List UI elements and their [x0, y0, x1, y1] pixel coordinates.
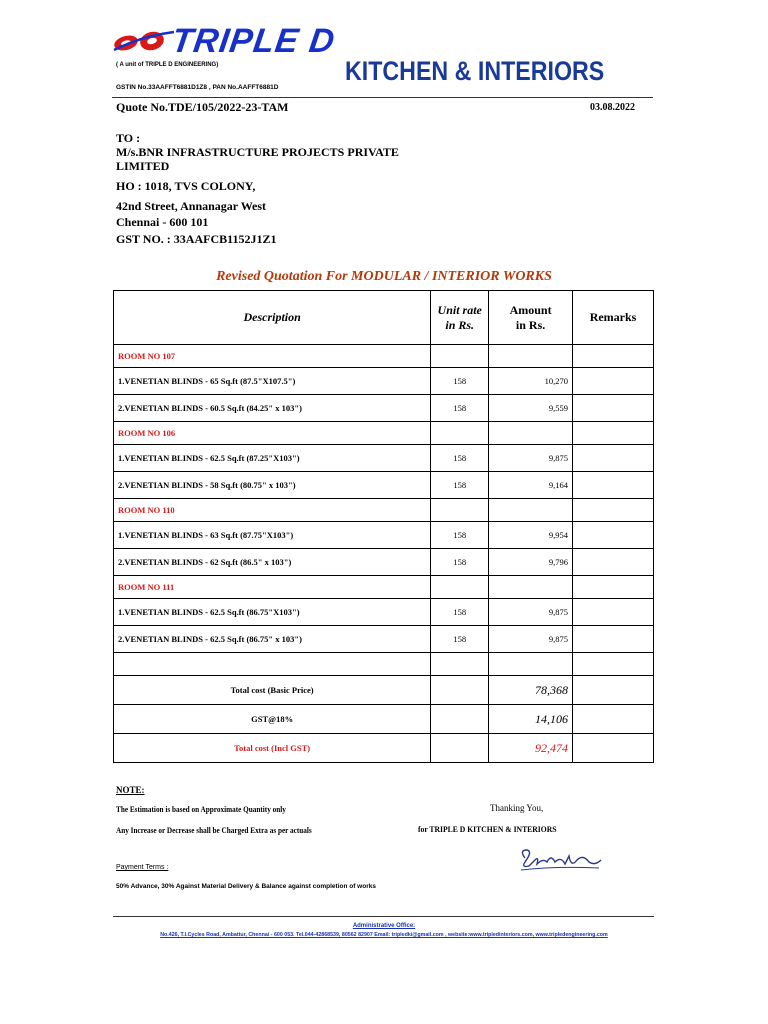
total-amount: 78,368	[489, 676, 573, 705]
total-label: GST@18%	[114, 705, 431, 734]
item-remarks	[573, 445, 654, 472]
item-remarks	[573, 626, 654, 653]
unit-note: ( A unit of TRIPLE D ENGINEERING)	[116, 62, 219, 68]
room-name: ROOM NO 107	[114, 345, 431, 368]
header-divider	[112, 97, 653, 98]
closing-thanks: Thanking You,	[490, 803, 544, 813]
header-unit-rate	[431, 291, 489, 345]
footer-divider	[113, 916, 654, 917]
empty-cell	[114, 653, 431, 676]
item-remarks	[573, 549, 654, 576]
empty-cell	[431, 653, 489, 676]
note-line-2: Any Increase or Decrease shall be Charged Extra as per actuals	[116, 825, 312, 835]
item-amount: 9,875	[489, 626, 573, 653]
table-header-row	[114, 291, 654, 345]
table-row	[114, 599, 654, 626]
item-description: 1.VENETIAN BLINDS - 63 Sq.ft (87.75"X103")	[114, 522, 431, 549]
header-amount-line-2: in Rs.	[515, 317, 546, 332]
item-description: 2.VENETIAN BLINDS - 60.5 Sq.ft (84.25" x 103")	[114, 395, 431, 422]
room-row	[114, 499, 654, 522]
item-amount: 9,559	[489, 395, 573, 422]
empty-cell	[431, 576, 489, 599]
signature	[515, 846, 605, 876]
empty-cell	[489, 653, 573, 676]
quotation-title: Revised Quotation For MODULAR / INTERIOR WORKS	[216, 269, 552, 284]
gst-number: GST NO. : 33AAFCB1152J1Z1	[116, 232, 277, 246]
item-unit-rate: 158	[431, 472, 489, 499]
room-row	[114, 576, 654, 599]
footer-heading: Administrative Office:	[352, 923, 416, 929]
empty-cell	[431, 422, 489, 445]
item-description: 1.VENETIAN BLINDS - 62.5 Sq.ft (86.75"X103")	[114, 599, 431, 626]
gstin-pan: GSTIN No.33AAFFT6881D1Z8 , PAN No.AAFFT6881D	[116, 84, 279, 91]
item-unit-rate: 158	[431, 599, 489, 626]
header-unit-rate-line-1: Unit rate	[437, 302, 482, 317]
item-unit-rate: 158	[431, 549, 489, 576]
table-row	[114, 395, 654, 422]
header-amount	[489, 291, 573, 345]
address-line-3: HO : 1018, TVS COLONY,	[116, 179, 256, 193]
empty-cell	[489, 576, 573, 599]
empty-cell	[573, 422, 654, 445]
quotation-table	[113, 290, 654, 763]
empty-cell	[431, 705, 489, 734]
item-description: 2.VENETIAN BLINDS - 58 Sq.ft (80.75" x 103")	[114, 472, 431, 499]
item-amount: 9,954	[489, 522, 573, 549]
table-row	[114, 472, 654, 499]
item-remarks	[573, 599, 654, 626]
blank-row	[114, 653, 654, 676]
room-name: ROOM NO 111	[114, 576, 431, 599]
empty-cell	[489, 345, 573, 368]
empty-cell	[573, 499, 654, 522]
item-description: 2.VENETIAN BLINDS - 62.5 Sq.ft (86.75" x 103")	[114, 626, 431, 653]
note-line-1: The Estimation is based on Approximate Quantity only	[116, 804, 286, 814]
footer-address: No.426, T.I.Cycles Road, Ambattur, Chennai - 600 053. Tel.044-42868539, 80562 82907 Email: tripledki@gmail.com , website:www.tripledinteriors.com, www.tripledengineering.com	[160, 932, 608, 938]
item-amount: 9,796	[489, 549, 573, 576]
empty-cell	[573, 676, 654, 705]
logo-mark-icon	[113, 29, 174, 53]
total-label: Total cost (Basic Price)	[114, 676, 431, 705]
address-line-1: M/s.BNR INFRASTRUCTURE PROJECTS PRIVATE	[116, 145, 399, 159]
total-row	[114, 705, 654, 734]
table-row	[114, 445, 654, 472]
empty-cell	[489, 499, 573, 522]
address-line-2: LIMITED	[116, 159, 170, 173]
empty-cell	[573, 576, 654, 599]
header-amount-line-1: Amount	[509, 302, 552, 317]
empty-cell	[573, 705, 654, 734]
room-name: ROOM NO 106	[114, 422, 431, 445]
item-unit-rate: 158	[431, 522, 489, 549]
address-line-4: 42nd Street, Annanagar West	[116, 199, 267, 213]
table-row	[114, 626, 654, 653]
room-row	[114, 422, 654, 445]
total-amount: 14,106	[489, 705, 573, 734]
payment-terms-heading: Payment Terms :	[116, 864, 169, 871]
quote-date: 03.08.2022	[590, 102, 635, 113]
table-row	[114, 368, 654, 395]
kitchen-interiors-title: KITCHEN & INTERIORS	[345, 56, 605, 86]
address-line-5: Chennai - 600 101	[116, 215, 209, 229]
empty-cell	[573, 345, 654, 368]
empty-cell	[431, 734, 489, 763]
item-remarks	[573, 368, 654, 395]
table-row	[114, 522, 654, 549]
total-label: Total cost (Incl GST)	[114, 734, 431, 763]
item-unit-rate: 158	[431, 445, 489, 472]
address-to: TO :	[116, 131, 141, 145]
empty-cell	[431, 345, 489, 368]
room-name: ROOM NO 110	[114, 499, 431, 522]
header-remarks: Remarks	[573, 291, 654, 345]
empty-cell	[431, 676, 489, 705]
item-remarks	[573, 472, 654, 499]
quote-number: Quote No.TDE/105/2022-23-TAM	[116, 100, 289, 114]
item-description: 2.VENETIAN BLINDS - 62 Sq.ft (86.5" x 103")	[114, 549, 431, 576]
header-description: Description	[114, 291, 431, 345]
item-unit-rate: 158	[431, 395, 489, 422]
brand-name: TRIPLE D	[169, 22, 338, 60]
item-amount: 10,270	[489, 368, 573, 395]
header-unit-rate-line-2: in Rs.	[445, 317, 475, 332]
payment-terms-text: 50% Advance, 30% Against Material Delivery & Balance against completion of works	[116, 883, 376, 890]
closing-for: for TRIPLE D KITCHEN & INTERIORS	[418, 824, 557, 834]
empty-cell	[431, 499, 489, 522]
item-remarks	[573, 522, 654, 549]
total-row	[114, 734, 654, 763]
empty-cell	[489, 422, 573, 445]
item-amount: 9,875	[489, 445, 573, 472]
total-row	[114, 676, 654, 705]
empty-cell	[573, 653, 654, 676]
table-row	[114, 549, 654, 576]
empty-cell	[573, 734, 654, 763]
item-description: 1.VENETIAN BLINDS - 62.5 Sq.ft (87.25"X103")	[114, 445, 431, 472]
item-description: 1.VENETIAN BLINDS - 65 Sq.ft (87.5"X107.5")	[114, 368, 431, 395]
item-amount: 9,164	[489, 472, 573, 499]
item-unit-rate: 158	[431, 368, 489, 395]
item-remarks	[573, 395, 654, 422]
item-amount: 9,875	[489, 599, 573, 626]
item-unit-rate: 158	[431, 626, 489, 653]
room-row	[114, 345, 654, 368]
note-heading: NOTE:	[116, 785, 145, 795]
total-amount: 92,474	[489, 734, 573, 763]
